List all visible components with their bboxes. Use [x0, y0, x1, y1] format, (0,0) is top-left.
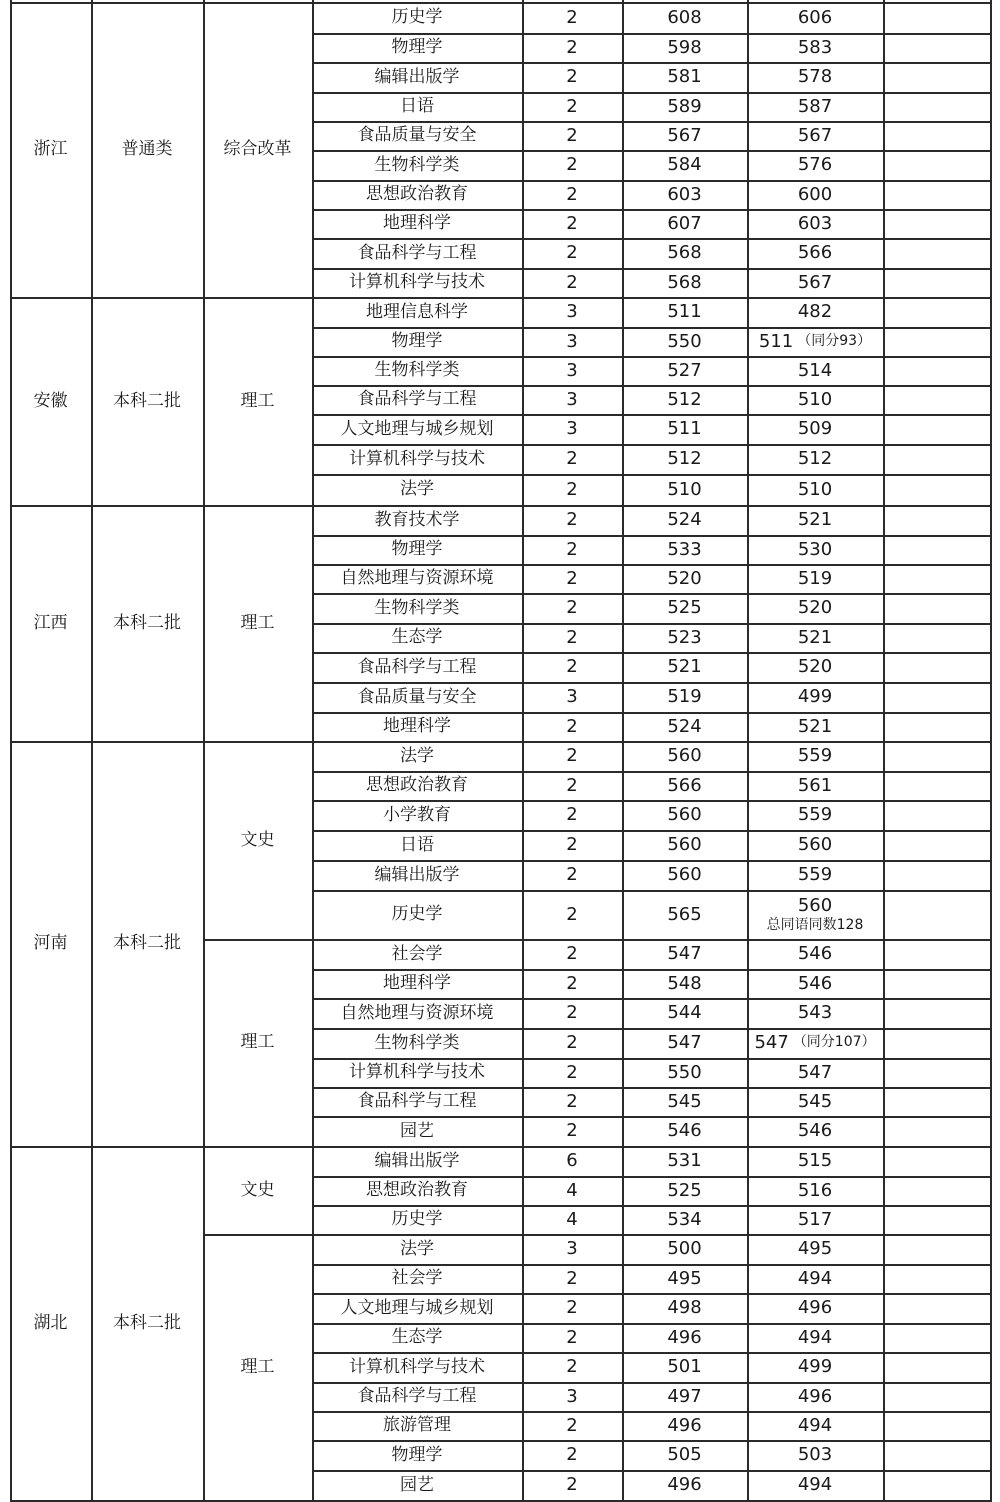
lowest-score-cell: 503 — [797, 1444, 833, 1466]
major-cell: 小学教育 — [383, 804, 451, 825]
plan-count-cell: 2 — [566, 1267, 578, 1289]
empty-cell — [883, 1176, 990, 1205]
highest-score-cell: 531 — [667, 1150, 702, 1172]
highest-score-cell: 498 — [667, 1297, 702, 1319]
subject-category-cell: 综合改革 — [223, 139, 292, 160]
highest-score-cell: 511 — [667, 301, 702, 323]
plan-count-cell: 3 — [566, 301, 578, 323]
plan-count-cell: 2 — [566, 656, 578, 678]
batch-cell: 本科二批 — [113, 612, 181, 633]
plan-count-cell: 2 — [566, 1474, 578, 1496]
plan-count-cell: 2 — [566, 154, 578, 176]
lowest-score-cell: 578 — [797, 66, 833, 88]
highest-score-cell: 547 — [667, 943, 702, 965]
empty-cell — [883, 1440, 990, 1470]
empty-cell — [883, 505, 990, 535]
empty-cell — [883, 1058, 990, 1087]
empty-cell — [883, 741, 990, 771]
lowest-score-cell: 603 — [797, 212, 833, 234]
plan-count-cell: 2 — [566, 36, 578, 58]
highest-score-cell: 560 — [667, 804, 702, 826]
highest-score-cell: 525 — [667, 597, 702, 619]
empty-cell — [883, 998, 990, 1028]
plan-count-cell: 2 — [566, 804, 578, 826]
subject-category-cell: 理工 — [240, 1356, 275, 1377]
highest-score-cell: 584 — [667, 154, 702, 176]
highest-score-cell: 495 — [667, 1267, 702, 1289]
highest-score-cell: 598 — [667, 36, 702, 58]
lowest-score-cell — [747, 327, 883, 356]
empty-cell — [883, 150, 990, 180]
major-cell: 生态学 — [391, 1327, 443, 1348]
major-cell: 编辑出版学 — [374, 66, 460, 87]
plan-count-cell: 3 — [566, 330, 578, 352]
major-cell: 地理科学 — [383, 716, 451, 737]
column-divider — [990, 0, 992, 1501]
highest-score-cell: 550 — [667, 1061, 702, 1083]
lowest-score-cell: 494 — [797, 1267, 833, 1289]
highest-score-cell: 568 — [667, 271, 702, 293]
plan-count-cell: 2 — [566, 1061, 578, 1083]
lowest-score-cell: 546 — [797, 972, 833, 994]
lowest-score-cell: 509 — [797, 418, 833, 440]
batch-cell: 本科二批 — [113, 390, 181, 411]
highest-score-cell: 550 — [667, 330, 702, 352]
highest-score-cell: 603 — [667, 183, 702, 205]
lowest-score-cell: 499 — [797, 1356, 833, 1378]
lowest-score-cell: 583 — [797, 36, 833, 58]
subject-category-cell: 文史 — [240, 1179, 275, 1200]
highest-score-cell: 501 — [667, 1356, 702, 1378]
lowest-score-cell: 546 — [797, 1120, 833, 1142]
major-cell: 物理学 — [391, 1444, 443, 1465]
highest-score-cell: 500 — [667, 1238, 702, 1260]
empty-cell — [883, 121, 990, 150]
highest-score-cell: 524 — [667, 715, 702, 737]
subject-category-cell: 文史 — [240, 829, 275, 850]
lowest-score-cell: 512 — [797, 448, 833, 470]
empty-cell — [883, 652, 990, 682]
lowest-score-cell: 600 — [797, 183, 833, 205]
province-cell: 河南 — [33, 933, 68, 954]
lowest-score-cell: 559 — [797, 745, 833, 767]
empty-cell — [883, 297, 990, 327]
highest-score-cell: 505 — [667, 1444, 702, 1466]
lowest-score-cell: 567 — [797, 271, 833, 293]
empty-cell — [883, 712, 990, 741]
plan-count-cell: 2 — [566, 124, 578, 146]
major-cell: 编辑出版学 — [374, 1150, 460, 1171]
major-cell: 食品科学与工程 — [357, 242, 477, 263]
major-cell: 社会学 — [391, 943, 443, 964]
subject-category-cell: 理工 — [240, 390, 275, 411]
highest-score-cell: 496 — [667, 1326, 702, 1348]
major-cell: 生物科学类 — [374, 154, 460, 175]
major-cell: 物理学 — [391, 37, 443, 58]
lowest-score-cell — [747, 1028, 883, 1058]
province-cell: 江西 — [33, 612, 68, 633]
plan-count-cell: 2 — [566, 538, 578, 560]
plan-count-cell: 2 — [566, 1326, 578, 1348]
plan-count-cell: 2 — [566, 972, 578, 994]
highest-score-cell: 607 — [667, 212, 702, 234]
plan-count-cell: 2 — [566, 271, 578, 293]
plan-count-cell: 3 — [566, 686, 578, 708]
plan-count-cell: 2 — [566, 626, 578, 648]
major-cell: 法学 — [400, 745, 434, 766]
plan-count-cell: 3 — [566, 1385, 578, 1407]
lowest-score-cell: 520 — [797, 656, 833, 678]
empty-cell — [883, 593, 990, 623]
lowest-score-value: 560 — [797, 894, 833, 916]
province-cell: 湖北 — [33, 1312, 68, 1333]
plan-count-cell: 2 — [566, 745, 578, 767]
highest-score-cell: 589 — [667, 95, 702, 117]
plan-count-cell: 2 — [566, 834, 578, 856]
lowest-score-cell: 546 — [797, 943, 833, 965]
plan-count-cell: 2 — [566, 478, 578, 500]
empty-cell — [883, 682, 990, 712]
lowest-score-cell: 521 — [797, 715, 833, 737]
lowest-score-cell: 559 — [797, 864, 833, 886]
empty-cell — [883, 1234, 990, 1264]
empty-cell — [883, 1205, 990, 1234]
plan-count-cell: 2 — [566, 242, 578, 264]
major-cell: 生物科学类 — [374, 360, 460, 381]
major-cell: 旅游管理 — [383, 1415, 451, 1436]
empty-cell — [883, 356, 990, 385]
highest-score-cell: 523 — [667, 626, 702, 648]
highest-score-cell: 560 — [667, 745, 702, 767]
highest-score-cell: 548 — [667, 972, 702, 994]
highest-score-cell: 525 — [667, 1179, 702, 1201]
highest-score-cell: 521 — [667, 656, 702, 678]
major-cell: 生物科学类 — [374, 597, 460, 618]
plan-count-cell: 2 — [566, 1297, 578, 1319]
lowest-score-cell: 543 — [797, 1002, 833, 1024]
major-cell: 生物科学类 — [374, 1032, 460, 1053]
major-cell: 生态学 — [391, 627, 443, 648]
plan-count-cell: 2 — [566, 509, 578, 531]
highest-score-cell: 568 — [667, 242, 702, 264]
plan-count-cell: 2 — [566, 66, 578, 88]
major-cell: 日语 — [400, 96, 434, 117]
empty-cell — [883, 1116, 990, 1146]
lowest-score-cell: 560 — [797, 834, 833, 856]
lowest-score-cell: 606 — [797, 6, 833, 28]
lowest-score-value: 511 — [758, 330, 794, 352]
highest-score-cell: 545 — [667, 1090, 702, 1112]
major-cell: 日语 — [400, 834, 434, 855]
subject-category-cell: 理工 — [240, 1032, 275, 1053]
lowest-score-cell: 515 — [797, 1150, 833, 1172]
major-cell: 园艺 — [400, 1474, 434, 1495]
major-cell: 食品科学与工程 — [357, 389, 477, 410]
highest-score-cell: 496 — [667, 1474, 702, 1496]
plan-count-cell: 2 — [566, 6, 578, 28]
empty-cell — [883, 939, 990, 969]
empty-cell — [883, 969, 990, 998]
lowest-score-cell: 545 — [797, 1090, 833, 1112]
major-cell: 人文地理与城乡规划 — [340, 418, 494, 439]
lowest-score-cell: 520 — [797, 597, 833, 619]
major-cell: 思想政治教育 — [366, 184, 468, 205]
empty-cell — [883, 62, 990, 92]
empty-cell — [883, 238, 990, 268]
empty-cell — [883, 1382, 990, 1411]
major-cell: 教育技术学 — [374, 509, 460, 530]
lowest-score-cell: 516 — [797, 1179, 833, 1201]
lowest-score-cell: 566 — [797, 242, 833, 264]
empty-cell — [883, 860, 990, 890]
major-cell: 物理学 — [391, 539, 443, 560]
plan-count-cell: 2 — [566, 597, 578, 619]
empty-cell — [883, 180, 990, 209]
lowest-score-cell: 567 — [797, 124, 833, 146]
major-cell: 计算机科学与技术 — [349, 1356, 485, 1377]
major-cell: 人文地理与城乡规划 — [340, 1297, 494, 1318]
lowest-score-cell: 496 — [797, 1385, 833, 1407]
major-cell: 园艺 — [400, 1120, 434, 1141]
empty-cell — [883, 209, 990, 238]
batch-cell: 本科二批 — [113, 1312, 181, 1333]
major-cell: 地理信息科学 — [366, 301, 468, 322]
major-cell: 地理科学 — [383, 213, 451, 234]
empty-cell — [883, 535, 990, 564]
major-cell: 食品质量与安全 — [357, 125, 477, 146]
lowest-score-cell: 514 — [797, 359, 833, 381]
major-cell: 食品质量与安全 — [357, 686, 477, 707]
empty-cell — [883, 890, 990, 939]
plan-count-cell: 2 — [566, 567, 578, 589]
plan-count-cell: 2 — [566, 95, 578, 117]
plan-count-cell: 2 — [566, 1444, 578, 1466]
plan-count-cell: 3 — [566, 359, 578, 381]
lowest-score-cell: 559 — [797, 804, 833, 826]
plan-count-cell: 2 — [566, 903, 578, 925]
highest-score-cell: 608 — [667, 6, 702, 28]
lowest-score-cell: 521 — [797, 509, 833, 531]
empty-cell — [883, 474, 990, 505]
highest-score-cell: 533 — [667, 538, 702, 560]
empty-cell — [883, 1470, 990, 1500]
major-cell: 食品科学与工程 — [357, 656, 477, 677]
major-cell: 计算机科学与技术 — [349, 448, 485, 469]
empty-cell — [883, 1352, 990, 1382]
plan-count-cell: 2 — [566, 1032, 578, 1054]
highest-score-cell: 567 — [667, 124, 702, 146]
highest-score-cell: 512 — [667, 448, 702, 470]
major-cell: 编辑出版学 — [374, 864, 460, 885]
lowest-score-cell: 510 — [797, 388, 833, 410]
empty-cell — [883, 800, 990, 830]
highest-score-cell: 565 — [667, 903, 702, 925]
empty-cell — [883, 444, 990, 474]
highest-score-cell: 510 — [667, 478, 702, 500]
empty-cell — [883, 33, 990, 62]
lowest-score-cell: 521 — [797, 626, 833, 648]
major-cell: 计算机科学与技术 — [349, 1062, 485, 1083]
plan-count-cell: 2 — [566, 1120, 578, 1142]
empty-cell — [883, 1264, 990, 1293]
tie-count-note: （同分107） — [792, 1034, 876, 1051]
lowest-score-cell: 496 — [797, 1297, 833, 1319]
plan-count-cell: 2 — [566, 864, 578, 886]
lowest-score-cell: 495 — [797, 1238, 833, 1260]
plan-count-cell: 4 — [566, 1208, 578, 1230]
plan-count-cell: 2 — [566, 1414, 578, 1436]
empty-cell — [883, 385, 990, 414]
highest-score-cell: 512 — [667, 388, 702, 410]
empty-cell — [883, 2, 990, 33]
highest-score-cell: 566 — [667, 774, 702, 796]
plan-count-cell: 2 — [566, 1090, 578, 1112]
empty-cell — [883, 1293, 990, 1323]
batch-cell: 本科二批 — [113, 933, 181, 954]
highest-score-cell: 581 — [667, 66, 702, 88]
highest-score-cell: 560 — [667, 834, 702, 856]
highest-score-cell: 546 — [667, 1120, 702, 1142]
empty-cell — [883, 327, 990, 356]
plan-count-cell: 2 — [566, 1002, 578, 1024]
province-cell: 安徽 — [33, 390, 68, 411]
highest-score-cell: 527 — [667, 359, 702, 381]
lowest-score-cell: 494 — [797, 1414, 833, 1436]
major-cell: 自然地理与资源环境 — [340, 1002, 494, 1023]
empty-cell — [883, 623, 990, 652]
lowest-score-cell: 494 — [797, 1326, 833, 1348]
empty-cell — [883, 564, 990, 593]
lowest-score-cell: 547 — [797, 1061, 833, 1083]
empty-cell — [883, 830, 990, 860]
highest-score-cell: 534 — [667, 1208, 702, 1230]
major-cell: 社会学 — [391, 1268, 443, 1289]
empty-cell — [883, 268, 990, 297]
lowest-score-cell: 530 — [797, 538, 833, 560]
lowest-score-cell: 517 — [797, 1208, 833, 1230]
empty-cell — [883, 1087, 990, 1116]
plan-count-cell: 2 — [566, 943, 578, 965]
plan-count-cell: 3 — [566, 388, 578, 410]
highest-score-cell: 544 — [667, 1002, 702, 1024]
major-cell: 地理科学 — [383, 973, 451, 994]
plan-count-cell: 2 — [566, 1356, 578, 1378]
major-cell: 物理学 — [391, 331, 443, 352]
major-cell: 食品科学与工程 — [357, 1386, 477, 1407]
major-cell: 历史学 — [391, 904, 443, 925]
highest-score-cell: 520 — [667, 567, 702, 589]
lowest-score-cell: 561 — [797, 774, 833, 796]
empty-cell — [883, 92, 990, 121]
plan-count-cell: 2 — [566, 774, 578, 796]
highest-score-cell: 497 — [667, 1385, 702, 1407]
major-cell: 历史学 — [391, 1209, 443, 1230]
empty-cell — [883, 1323, 990, 1352]
lowest-score-value: 547 — [754, 1032, 789, 1054]
highest-score-cell: 524 — [667, 509, 702, 531]
province-cell: 浙江 — [33, 139, 68, 160]
plan-count-cell: 4 — [566, 1179, 578, 1201]
major-cell: 思想政治教育 — [366, 775, 468, 796]
empty-cell — [883, 1028, 990, 1058]
batch-cell: 普通类 — [121, 139, 173, 160]
lowest-score-cell: 519 — [797, 567, 833, 589]
plan-count-cell: 2 — [566, 212, 578, 234]
empty-cell — [883, 1411, 990, 1440]
major-cell: 历史学 — [391, 7, 443, 28]
highest-score-cell: 511 — [667, 418, 702, 440]
plan-count-cell: 2 — [566, 715, 578, 737]
empty-cell — [883, 1146, 990, 1176]
highest-score-cell: 560 — [667, 864, 702, 886]
plan-count-cell: 2 — [566, 183, 578, 205]
lowest-score-cell: 587 — [797, 95, 833, 117]
plan-count-cell: 3 — [566, 1238, 578, 1260]
major-cell: 自然地理与资源环境 — [340, 568, 494, 589]
tie-count-note: （同分93） — [797, 332, 872, 349]
highest-score-cell: 547 — [667, 1032, 702, 1054]
lowest-score-cell: 499 — [797, 686, 833, 708]
plan-count-cell: 2 — [566, 448, 578, 470]
lowest-score-cell: 494 — [797, 1474, 833, 1496]
lowest-score-cell: 482 — [797, 301, 833, 323]
highest-score-cell: 496 — [667, 1414, 702, 1436]
subject-category-cell: 理工 — [240, 612, 275, 633]
plan-count-cell: 3 — [566, 418, 578, 440]
major-cell: 计算机科学与技术 — [349, 272, 485, 293]
major-cell: 思想政治教育 — [366, 1180, 468, 1201]
highest-score-cell: 519 — [667, 686, 702, 708]
major-cell: 法学 — [400, 1238, 434, 1259]
lowest-score-note: 总同语同数128 — [766, 916, 864, 933]
empty-cell — [883, 414, 990, 444]
major-cell: 食品科学与工程 — [357, 1091, 477, 1112]
empty-cell — [883, 771, 990, 800]
major-cell: 法学 — [400, 479, 434, 500]
lowest-score-cell: 510 — [797, 478, 833, 500]
lowest-score-cell: 576 — [797, 154, 833, 176]
plan-count-cell: 6 — [566, 1150, 578, 1172]
lowest-score-cell — [747, 890, 883, 939]
